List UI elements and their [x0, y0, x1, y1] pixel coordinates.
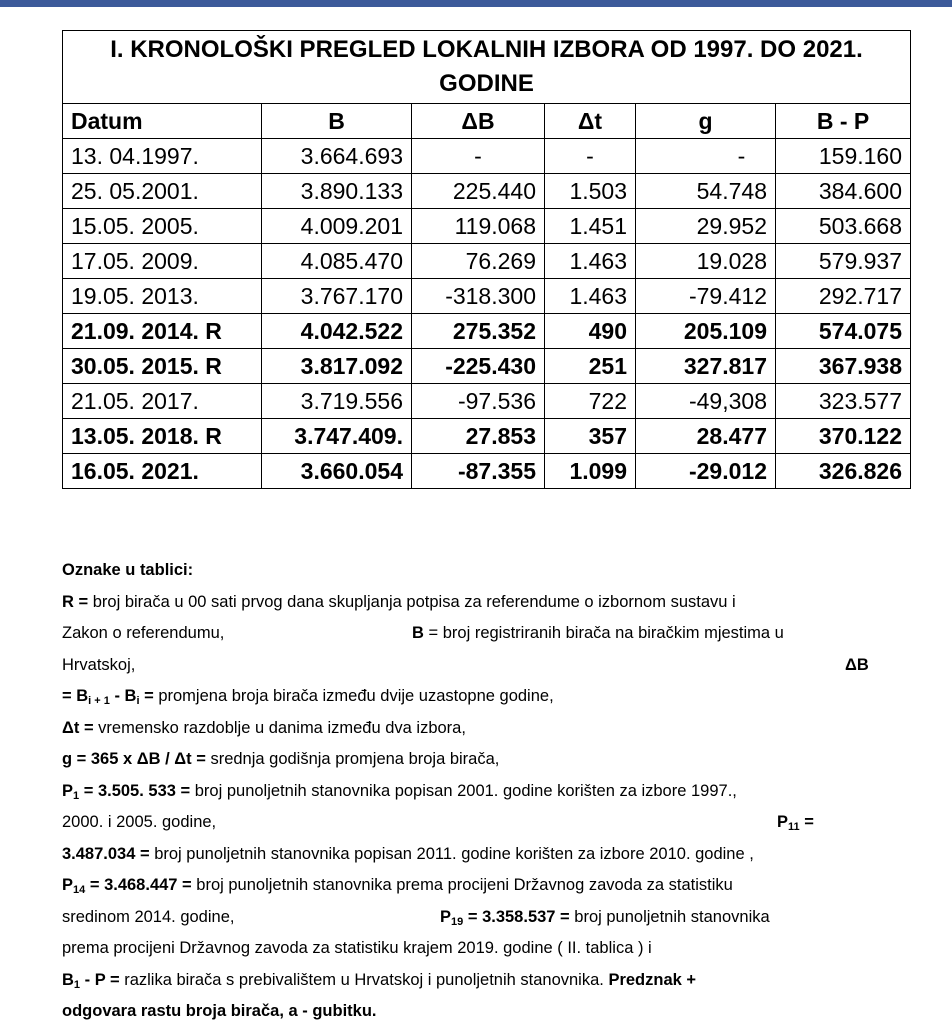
cell-delta-b: 119.068	[412, 209, 545, 244]
cell-delta-b: 76.269	[412, 244, 545, 279]
cell-datum: 25. 05.2001.	[63, 174, 262, 209]
legend-key: - P =	[80, 970, 120, 989]
cell-delta-b: 27.853	[412, 419, 545, 454]
cell-g: 29.952	[636, 209, 776, 244]
cell-g: -29.012	[636, 454, 776, 489]
legend-text: broj punoljetnih stanovnika prema procijeni Državnog zavoda za statistiku	[191, 876, 733, 894]
cell-b: 4.009.201	[262, 209, 412, 244]
legend-line-hrvatskoj	[62, 650, 882, 682]
legend-line-b	[62, 618, 882, 650]
legend-line-p11	[62, 839, 882, 871]
cell-b: 3.817.092	[262, 349, 412, 384]
cell-b-minus-p: 503.668	[776, 209, 911, 244]
legend	[62, 555, 882, 1028]
legend-text: broj birača u 00 sati prvog dana skupljanja potpisa za referendume o izbornom sustavu i	[88, 592, 736, 611]
cell-g: 205.109	[636, 314, 776, 349]
cell-delta-b: -97.536	[412, 384, 545, 419]
legend-text: sredinom 2014. godine,	[62, 907, 235, 926]
table-row	[63, 384, 911, 419]
legend-key: ΔB	[845, 655, 869, 674]
cell-g: 19.028	[636, 244, 776, 279]
legend-text: Zakon o referendumu,	[62, 624, 225, 642]
cell-delta-b: 225.440	[412, 174, 545, 209]
legend-text: odgovara rastu broja birača, a - gubitku.	[62, 1002, 377, 1020]
top-accent-bar	[0, 0, 952, 7]
legend-line-p19	[62, 933, 882, 965]
legend-key: =	[139, 687, 154, 705]
legend-line-g	[62, 744, 882, 776]
cell-delta-t: 1.451	[545, 209, 636, 244]
legend-key: P	[777, 813, 789, 831]
cell-g: -79.412	[636, 279, 776, 314]
cell-delta-t: 490	[545, 314, 636, 349]
cell-delta-t: 1.099	[545, 454, 636, 489]
legend-line-2000	[62, 807, 882, 839]
legend-key: = 3.468.447 =	[85, 876, 192, 894]
col-header-b-minus-p: B - P	[776, 104, 911, 139]
legend-line-delta-t	[62, 713, 882, 745]
table-row	[63, 174, 911, 209]
legend-text: = broj registriranih birača na biračkim mjestima u	[423, 624, 784, 642]
legend-line-b1-p	[62, 965, 882, 997]
cell-g: 54.748	[636, 174, 776, 209]
cell-b: 3.890.133	[262, 174, 412, 209]
legend-key: P	[62, 781, 74, 800]
legend-key: - B	[109, 687, 137, 705]
legend-key: P	[440, 907, 452, 926]
legend-subscript: i	[136, 695, 140, 707]
cell-delta-t: 357	[545, 419, 636, 454]
legend-key: Δt =	[62, 718, 94, 737]
legend-text: vremensko razdoblje u danima između dva izbora,	[93, 718, 466, 737]
legend-subscript: 14	[73, 884, 86, 896]
cell-delta-t: 1.463	[545, 279, 636, 314]
cell-datum: 13. 04.1997.	[63, 139, 262, 174]
cell-b-minus-p: 574.075	[776, 314, 911, 349]
legend-subscript: i + 1	[88, 695, 110, 707]
cell-b: 3.660.054	[262, 454, 412, 489]
cell-delta-b: -	[412, 139, 545, 174]
cell-delta-t: 722	[545, 384, 636, 419]
cell-b: 4.042.522	[262, 314, 412, 349]
legend-text: Hrvatskoj,	[62, 655, 136, 674]
legend-line-r	[62, 587, 882, 619]
table-row	[63, 454, 911, 489]
cell-delta-b: 275.352	[412, 314, 545, 349]
cell-b-minus-p: 159.160	[776, 139, 911, 174]
legend-key: B	[412, 624, 424, 642]
cell-b: 3.747.409.	[262, 419, 412, 454]
col-header-b: B	[262, 104, 412, 139]
legend-line-delta-b	[62, 681, 882, 713]
table-title: I. KRONOLOŠKI PREGLED LOKALNIH IZBORA OD 1997. DO 2021. GODINE	[63, 31, 911, 104]
legend-key: g = 365 x ΔB / Δt =	[62, 750, 206, 768]
cell-delta-b: -87.355	[412, 454, 545, 489]
cell-b-minus-p: 384.600	[776, 174, 911, 209]
table-row	[63, 244, 911, 279]
cell-datum: 13.05. 2018. R	[63, 419, 262, 454]
cell-g: 327.817	[636, 349, 776, 384]
legend-line-p14	[62, 870, 882, 902]
table-row	[63, 314, 911, 349]
col-header-delta-t: Δt	[545, 104, 636, 139]
legend-text: razlika birača s prebivalištem u Hrvatskoj i punoljetnih stanovnika.	[119, 970, 604, 989]
cell-b: 4.085.470	[262, 244, 412, 279]
cell-b: 3.767.170	[262, 279, 412, 314]
cell-delta-t: -	[545, 139, 636, 174]
cell-datum: 21.05. 2017.	[63, 384, 262, 419]
cell-delta-t: 1.503	[545, 174, 636, 209]
cell-delta-t: 1.463	[545, 244, 636, 279]
cell-b-minus-p: 367.938	[776, 349, 911, 384]
table-row	[63, 349, 911, 384]
legend-key: = 3.358.537 =	[463, 907, 570, 926]
legend-subscript: 11	[788, 821, 800, 833]
legend-line-predznak	[62, 996, 882, 1028]
legend-heading: Oznake u tablici:	[62, 561, 194, 579]
legend-key: Predznak +	[603, 970, 697, 989]
cell-g: -49,308	[636, 384, 776, 419]
col-header-datum: Datum	[63, 104, 262, 139]
cell-datum: 30.05. 2015. R	[63, 349, 262, 384]
legend-text: broj punoljetnih stanovnika popisan 2011. godine korišten za izbore 2010. godine ,	[149, 844, 754, 863]
cell-datum: 19.05. 2013.	[63, 279, 262, 314]
legend-key: B	[62, 970, 74, 989]
table-row	[63, 279, 911, 314]
table-row	[63, 209, 911, 244]
cell-g: 28.477	[636, 419, 776, 454]
elections-table	[62, 30, 911, 489]
table-row	[63, 419, 911, 454]
legend-key: R =	[62, 592, 89, 611]
col-header-delta-b: ΔB	[412, 104, 545, 139]
header-row	[63, 104, 911, 139]
cell-b: 3.719.556	[262, 384, 412, 419]
legend-key: 3.487.034 =	[62, 844, 150, 863]
cell-datum: 16.05. 2021.	[63, 454, 262, 489]
cell-b-minus-p: 326.826	[776, 454, 911, 489]
cell-b-minus-p: 579.937	[776, 244, 911, 279]
legend-text: broj punoljetnih stanovnika	[569, 907, 770, 926]
legend-subscript: 1	[73, 978, 81, 991]
legend-key: = 3.505. 533 =	[79, 781, 191, 800]
table-row	[63, 139, 911, 174]
legend-text: 2000. i 2005. godine,	[62, 813, 217, 831]
legend-subscript: 19	[451, 915, 464, 928]
legend-key: = B	[62, 687, 89, 705]
legend-key: =	[799, 813, 814, 831]
legend-line-p1	[62, 776, 882, 808]
cell-delta-b: -318.300	[412, 279, 545, 314]
cell-b: 3.664.693	[262, 139, 412, 174]
col-header-g: g	[636, 104, 776, 139]
cell-delta-t: 251	[545, 349, 636, 384]
legend-line-sredinom	[62, 902, 882, 934]
legend-key: P	[62, 876, 74, 894]
legend-text: broj punoljetnih stanovnika popisan 2001. godine korišten za izbore 1997.,	[190, 781, 737, 800]
cell-datum: 21.09. 2014. R	[63, 314, 262, 349]
cell-b-minus-p: 370.122	[776, 419, 911, 454]
legend-subscript: 1	[73, 789, 80, 802]
cell-datum: 15.05. 2005.	[63, 209, 262, 244]
cell-g: -	[636, 139, 776, 174]
legend-text: prema procijeni Državnog zavoda za statistiku krajem 2019. godine ( II. tablica ) i	[62, 939, 652, 957]
legend-text: srednja godišnja promjena broja birača,	[205, 750, 500, 768]
cell-datum: 17.05. 2009.	[63, 244, 262, 279]
cell-b-minus-p: 323.577	[776, 384, 911, 419]
cell-b-minus-p: 292.717	[776, 279, 911, 314]
legend-text: promjena broja birača između dvije uzastopne godine,	[153, 687, 554, 705]
cell-delta-b: -225.430	[412, 349, 545, 384]
